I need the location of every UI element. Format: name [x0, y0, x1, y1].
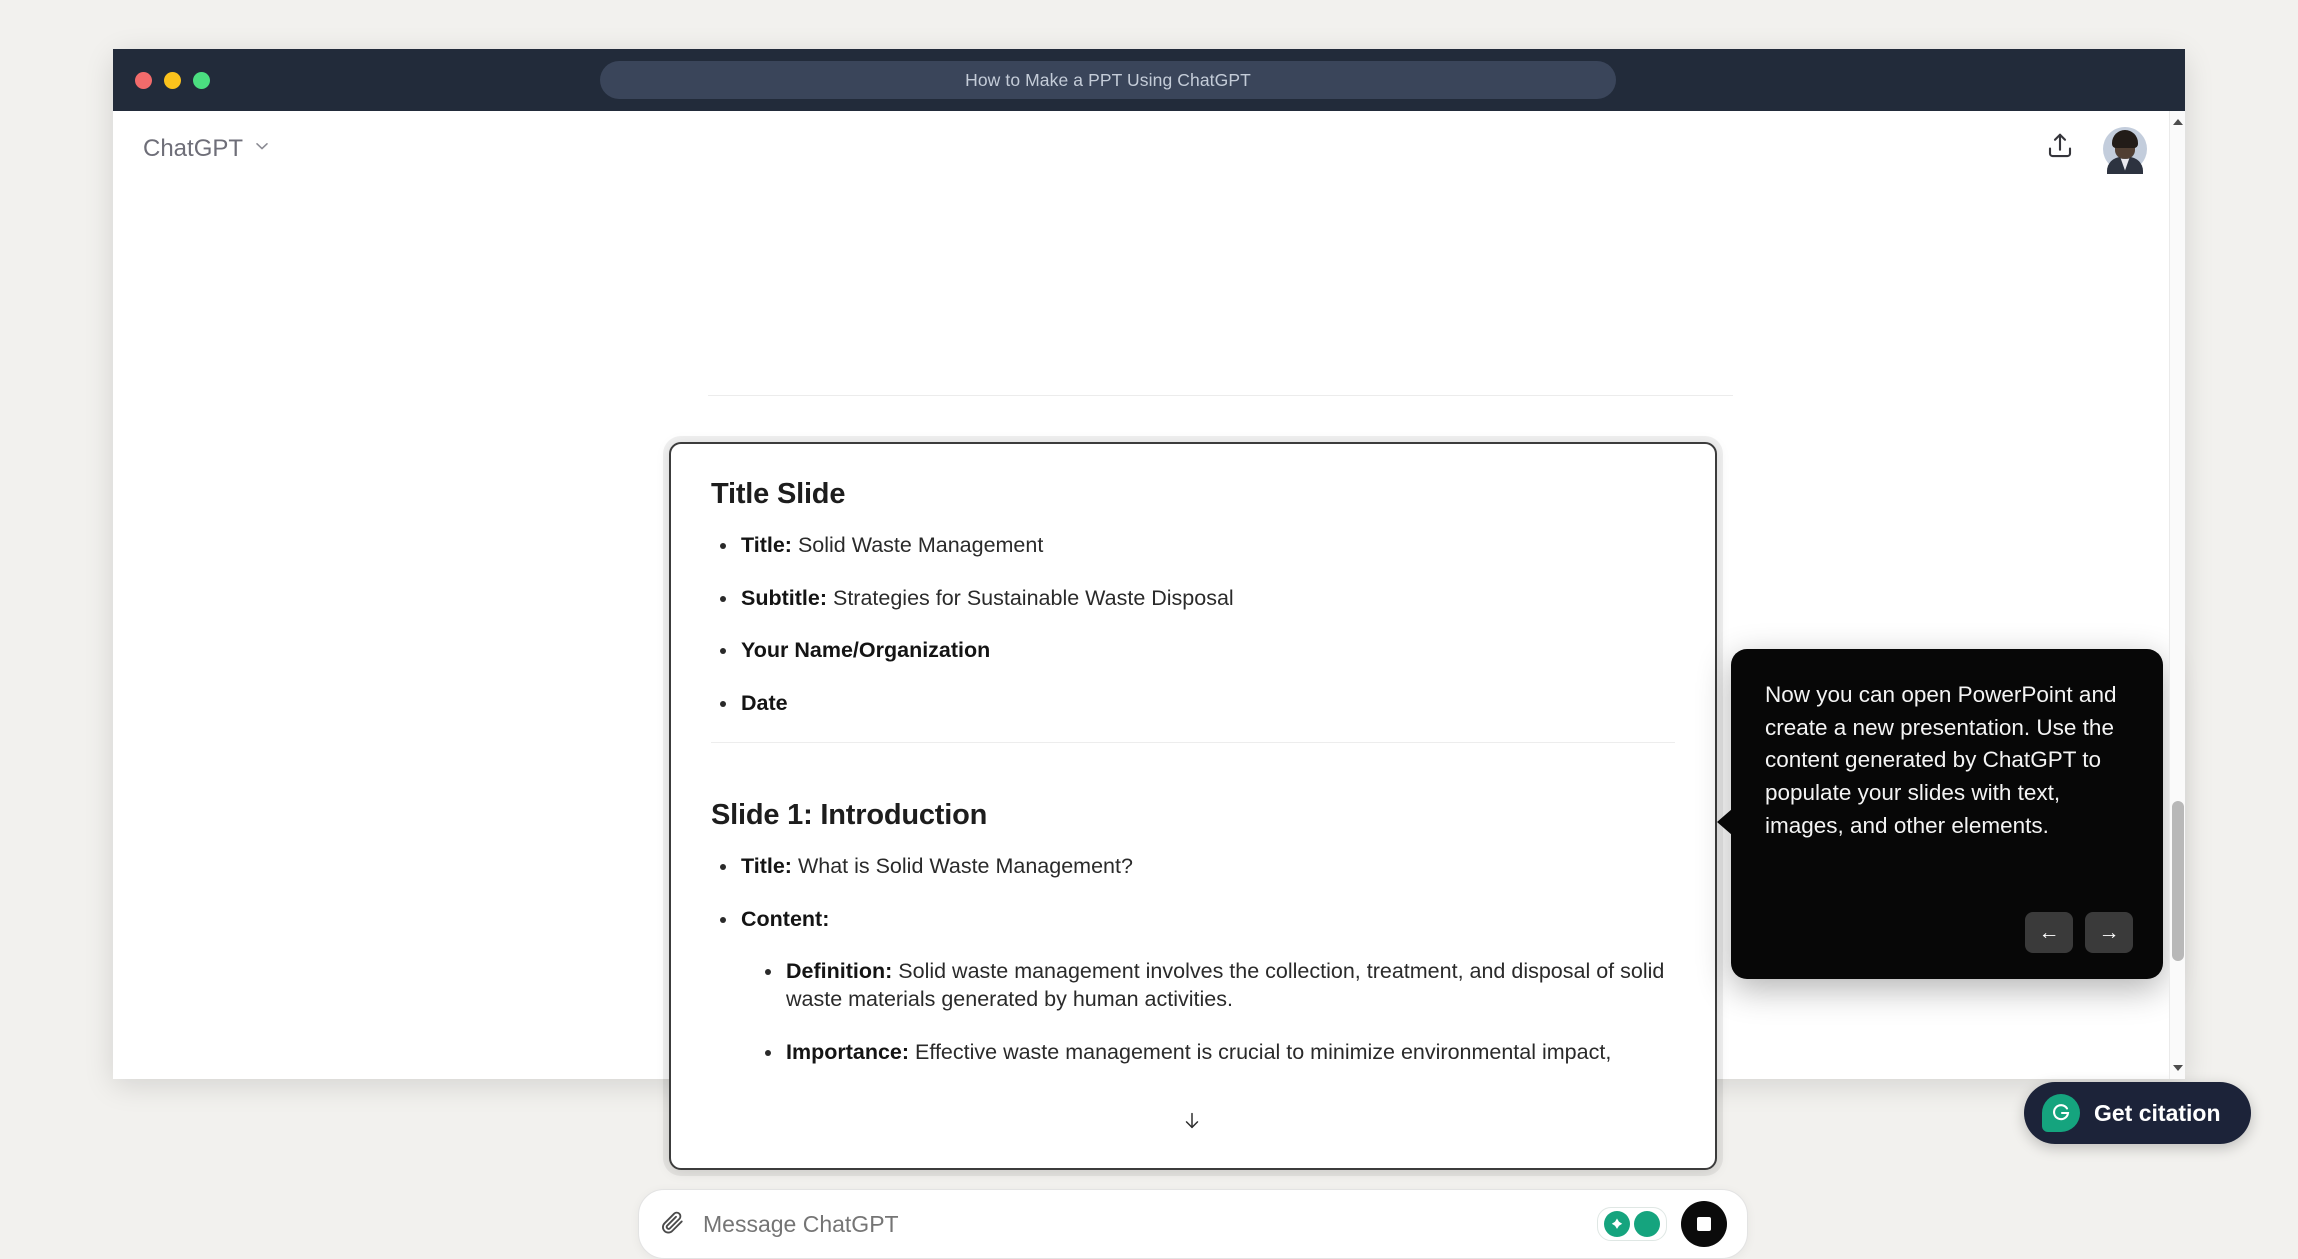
traffic-light-buttons [135, 72, 210, 89]
list-item [711, 637, 1675, 665]
model-name-label: ChatGPT [143, 134, 244, 162]
avatar[interactable] [2103, 127, 2147, 171]
bullet-text: Solid waste management involves the collection, treatment, and disposal of solid waste materials generated by human activities. [786, 959, 1665, 1011]
list-item [756, 1039, 1675, 1067]
window-title[interactable]: How to Make a PPT Using ChatGPT [600, 61, 1616, 99]
coachmark-text: Now you can open PowerPoint and create a new presentation. Use the content generated by ChatGPT to populate your slides with text, images, and other elements. [1765, 682, 2117, 838]
chevron-down-icon [253, 137, 271, 160]
list-item [711, 585, 1675, 613]
list-item [711, 690, 1675, 718]
bullet-label: Date [741, 690, 788, 715]
get-citation-button[interactable] [2024, 1082, 2251, 1144]
bullet-text: Strategies for Sustainable Waste Disposal [827, 585, 1234, 610]
vertical-scrollbar[interactable] [2169, 111, 2185, 1079]
grammarly-status-icon [1604, 1211, 1630, 1237]
bullet-list [711, 532, 1675, 717]
bullet-label: Title: [741, 854, 792, 879]
bullet-label: Definition: [786, 959, 893, 984]
stop-generating-button[interactable] [1681, 1201, 1727, 1247]
message-input[interactable] [703, 1211, 1597, 1238]
grammarly-logo-icon [1634, 1211, 1660, 1237]
section-heading: Slide 1: Introduction [711, 799, 988, 832]
close-window-button[interactable] [135, 72, 152, 89]
share-upload-icon[interactable] [2045, 131, 2075, 166]
grammarly-g-icon [2042, 1094, 2080, 1132]
coachmark-tooltip [1731, 649, 2163, 979]
paperclip-icon[interactable] [659, 1209, 685, 1240]
browser-window [113, 49, 2221, 1126]
bullet-label: Subtitle: [741, 585, 827, 610]
list-item [756, 958, 1675, 1013]
bullet-label: Importance: [786, 1040, 910, 1065]
conversation-area [113, 186, 2221, 1126]
model-switcher-button[interactable] [143, 135, 271, 163]
coachmark-prev-button[interactable]: ← [2025, 912, 2073, 953]
message-divider [708, 395, 1733, 396]
get-citation-label: Get citation [2094, 1099, 2221, 1126]
bullet-list [711, 853, 1675, 933]
header-actions [2045, 127, 2147, 171]
scrollbar-thumb[interactable] [2172, 801, 2184, 961]
slide-outline-card [669, 442, 1717, 1170]
bullet-text: Solid Waste Management [791, 533, 1044, 557]
list-item [711, 532, 1675, 560]
message-composer [638, 1189, 1748, 1259]
minimize-window-button[interactable] [164, 72, 181, 89]
bullet-label: Your Name/Organization [741, 638, 991, 663]
slide-section-title-slide [711, 478, 1675, 717]
arrow-down-icon [1181, 1110, 1203, 1137]
bullet-label: Title: [741, 533, 792, 557]
coachmark-navigation [2025, 912, 2133, 953]
grammarly-badge-icon[interactable] [1597, 1207, 1667, 1241]
section-divider [711, 742, 1675, 743]
arrow-up-icon [2173, 119, 2183, 125]
bullet-text: Effective waste management is crucial to minimize environmental impact, [909, 1040, 1612, 1065]
section-heading: Title Slide [711, 478, 846, 510]
slide-section-introduction [711, 799, 1675, 1067]
scroll-to-bottom-button[interactable] [1175, 1106, 1209, 1140]
bullet-text: What is Solid Waste Management? [791, 854, 1133, 879]
list-item [711, 906, 1675, 934]
coachmark-next-button[interactable]: → [2085, 912, 2133, 953]
arrow-down-icon [2173, 1065, 2183, 1071]
scroll-down-arrow[interactable] [2170, 1059, 2186, 1077]
app-header [113, 111, 2185, 186]
window-title-bar [113, 49, 2185, 111]
maximize-window-button[interactable] [193, 72, 210, 89]
bullet-label: Content: [741, 906, 830, 931]
avatar-hair [2112, 130, 2138, 148]
nested-bullet-list [711, 958, 1675, 1067]
scroll-up-arrow[interactable] [2170, 113, 2186, 131]
stop-square-icon [1697, 1217, 1711, 1231]
list-item [711, 853, 1675, 881]
